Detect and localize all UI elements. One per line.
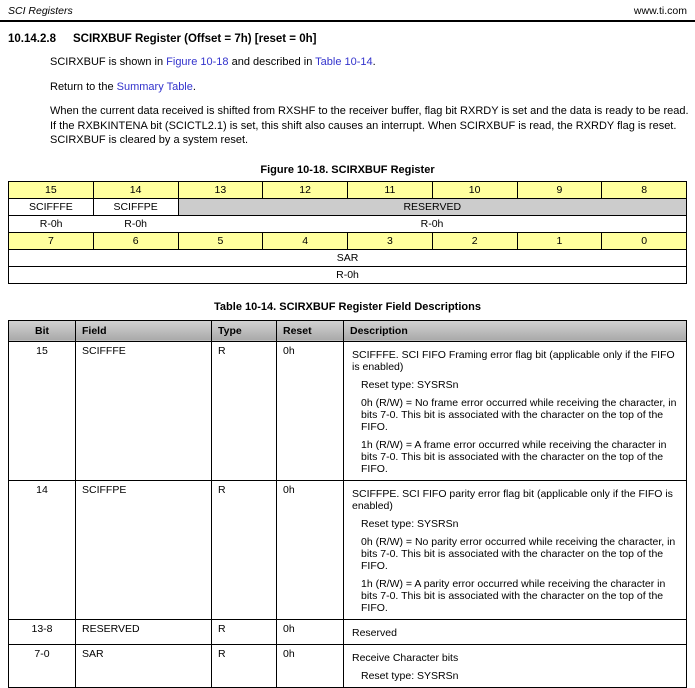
bit-number: 0 <box>602 232 687 249</box>
bit-number: 13 <box>178 181 263 198</box>
column-header-description: Description <box>344 320 687 341</box>
section-title: SCIRXBUF Register (Offset = 7h) [reset = 0h] <box>72 33 317 45</box>
access-cell: R-0h <box>93 215 178 232</box>
description-cell <box>344 644 687 687</box>
table-row <box>9 644 687 687</box>
field-cell-sar: SAR <box>9 249 687 266</box>
section-number: 10.14.2.8 <box>8 33 56 45</box>
description-line: Reserved <box>352 626 397 639</box>
return-text-end: . <box>192 80 196 93</box>
field-cell: SCIFFFE <box>76 341 212 480</box>
bit-number-row-low <box>9 232 687 249</box>
table-title: Table 10-14. SCIRXBUF Register Field Descriptions <box>214 300 481 313</box>
description-cell <box>344 619 687 644</box>
register-bitfield-table <box>8 181 687 284</box>
bit-number: 12 <box>263 181 348 198</box>
bit-number: 8 <box>602 181 687 198</box>
bit-number: 4 <box>263 232 348 249</box>
type-cell: R <box>212 619 277 644</box>
reset-cell: 0h <box>277 619 344 644</box>
bit-number: 11 <box>348 181 433 198</box>
column-header-reset: Reset <box>277 320 344 341</box>
description-line: SCIFFPE. SCI FIFO parity error flag bit (applicable only if the FIFO is enabled) <box>352 487 673 512</box>
column-header-type: Type <box>212 320 277 341</box>
field-cell-reserved: RESERVED <box>178 198 687 215</box>
access-row-low <box>9 266 687 283</box>
description-line: Reset type: SYSRSn <box>361 669 459 682</box>
field-cell: SCIFFPE <box>76 480 212 619</box>
bit-cell: 14 <box>9 480 76 619</box>
return-text: Return to the <box>50 80 117 93</box>
intro-paragraph <box>50 55 689 70</box>
bit-number-row-high <box>9 181 687 198</box>
header-section-label: SCI Registers <box>8 5 73 17</box>
reset-cell: 0h <box>277 644 344 687</box>
bit-number: 1 <box>517 232 602 249</box>
description-line: 0h (R/W) = No frame error occurred while receiving the character, in bits 7-0. This bit is associated with the character on the top of the FIFO. <box>361 396 677 433</box>
table-row <box>9 341 687 480</box>
access-cell: R-0h <box>9 215 94 232</box>
table-header-row <box>9 320 687 341</box>
bit-number: 15 <box>9 181 94 198</box>
description-line: 0h (R/W) = No parity error occurred while receiving the character, in bits 7-0. This bit is associated with the character on the top of the FIFO. <box>361 535 676 572</box>
bit-cell: 7-0 <box>9 644 76 687</box>
field-cell: RESERVED <box>76 619 212 644</box>
column-header-field: Field <box>76 320 212 341</box>
description-paragraph: When the current data received is shifted from RXSHF to the receiver buffer, flag bit RXRDY is set and the data is ready to be read. If the RXBKINTENA bit (SCICTL2.1) is set, this shift also causes an interrupt. When SCIRXBUF is read, the RXRDY flag is reset. SCIRXBUF is cleared by a system reset. <box>50 105 689 147</box>
bit-number: 10 <box>432 181 517 198</box>
table-row <box>9 480 687 619</box>
description-line: 1h (R/W) = A frame error occurred while receiving the character in bits 7-0. This bit is associated with the character on the top of the FIFO. <box>361 438 667 475</box>
bit-number: 5 <box>178 232 263 249</box>
access-cell: R-0h <box>178 215 687 232</box>
figure-title: Figure 10-18. SCIRXBUF Register <box>260 163 435 176</box>
bit-cell: 13-8 <box>9 619 76 644</box>
table-10-14-link[interactable]: Table 10-14 <box>315 56 373 68</box>
description-cell <box>344 341 687 480</box>
description-line: Reset type: SYSRSn <box>361 378 459 391</box>
intro-text-end: . <box>372 56 376 68</box>
description-line: 1h (R/W) = A parity error occurred while receiving the character in bits 7-0. This bit is associated with the character on the top of the FIFO. <box>361 577 666 614</box>
header-site-label: www.ti.com <box>633 5 687 17</box>
field-row-high <box>9 198 687 215</box>
field-cell-sciffpe: SCIFFPE <box>93 198 178 215</box>
field-descriptions-table <box>8 320 687 688</box>
section-heading <box>8 33 687 45</box>
bit-number: 7 <box>9 232 94 249</box>
access-cell: R-0h <box>9 266 687 283</box>
description-cell <box>344 480 687 619</box>
column-header-bit: Bit <box>9 320 76 341</box>
reset-cell: 0h <box>277 341 344 480</box>
intro-text: SCIRXBUF is shown in <box>50 56 167 68</box>
bit-number: 9 <box>517 181 602 198</box>
field-row-low <box>9 249 687 266</box>
page-header <box>0 0 695 22</box>
intro-text-mid: and described in <box>228 56 316 68</box>
bit-cell: 15 <box>9 341 76 480</box>
access-row-high <box>9 215 687 232</box>
reset-cell: 0h <box>277 480 344 619</box>
field-cell: SAR <box>76 644 212 687</box>
return-paragraph <box>50 80 689 95</box>
bit-number: 14 <box>93 181 178 198</box>
field-cell-scifffe: SCIFFFE <box>9 198 94 215</box>
table-row <box>9 619 687 644</box>
type-cell: R <box>212 480 277 619</box>
description-line: SCIFFFE. SCI FIFO Framing error flag bit (applicable only if the FIFO is enabled) <box>352 348 675 373</box>
bit-number: 6 <box>93 232 178 249</box>
figure-10-18-link[interactable]: Figure 10-18 <box>166 56 229 68</box>
type-cell: R <box>212 341 277 480</box>
description-line: Reset type: SYSRSn <box>361 517 459 530</box>
type-cell: R <box>212 644 277 687</box>
bit-number: 2 <box>432 232 517 249</box>
bit-number: 3 <box>348 232 433 249</box>
summary-table-link[interactable]: Summary Table <box>116 80 193 93</box>
description-line: Receive Character bits <box>352 651 459 664</box>
